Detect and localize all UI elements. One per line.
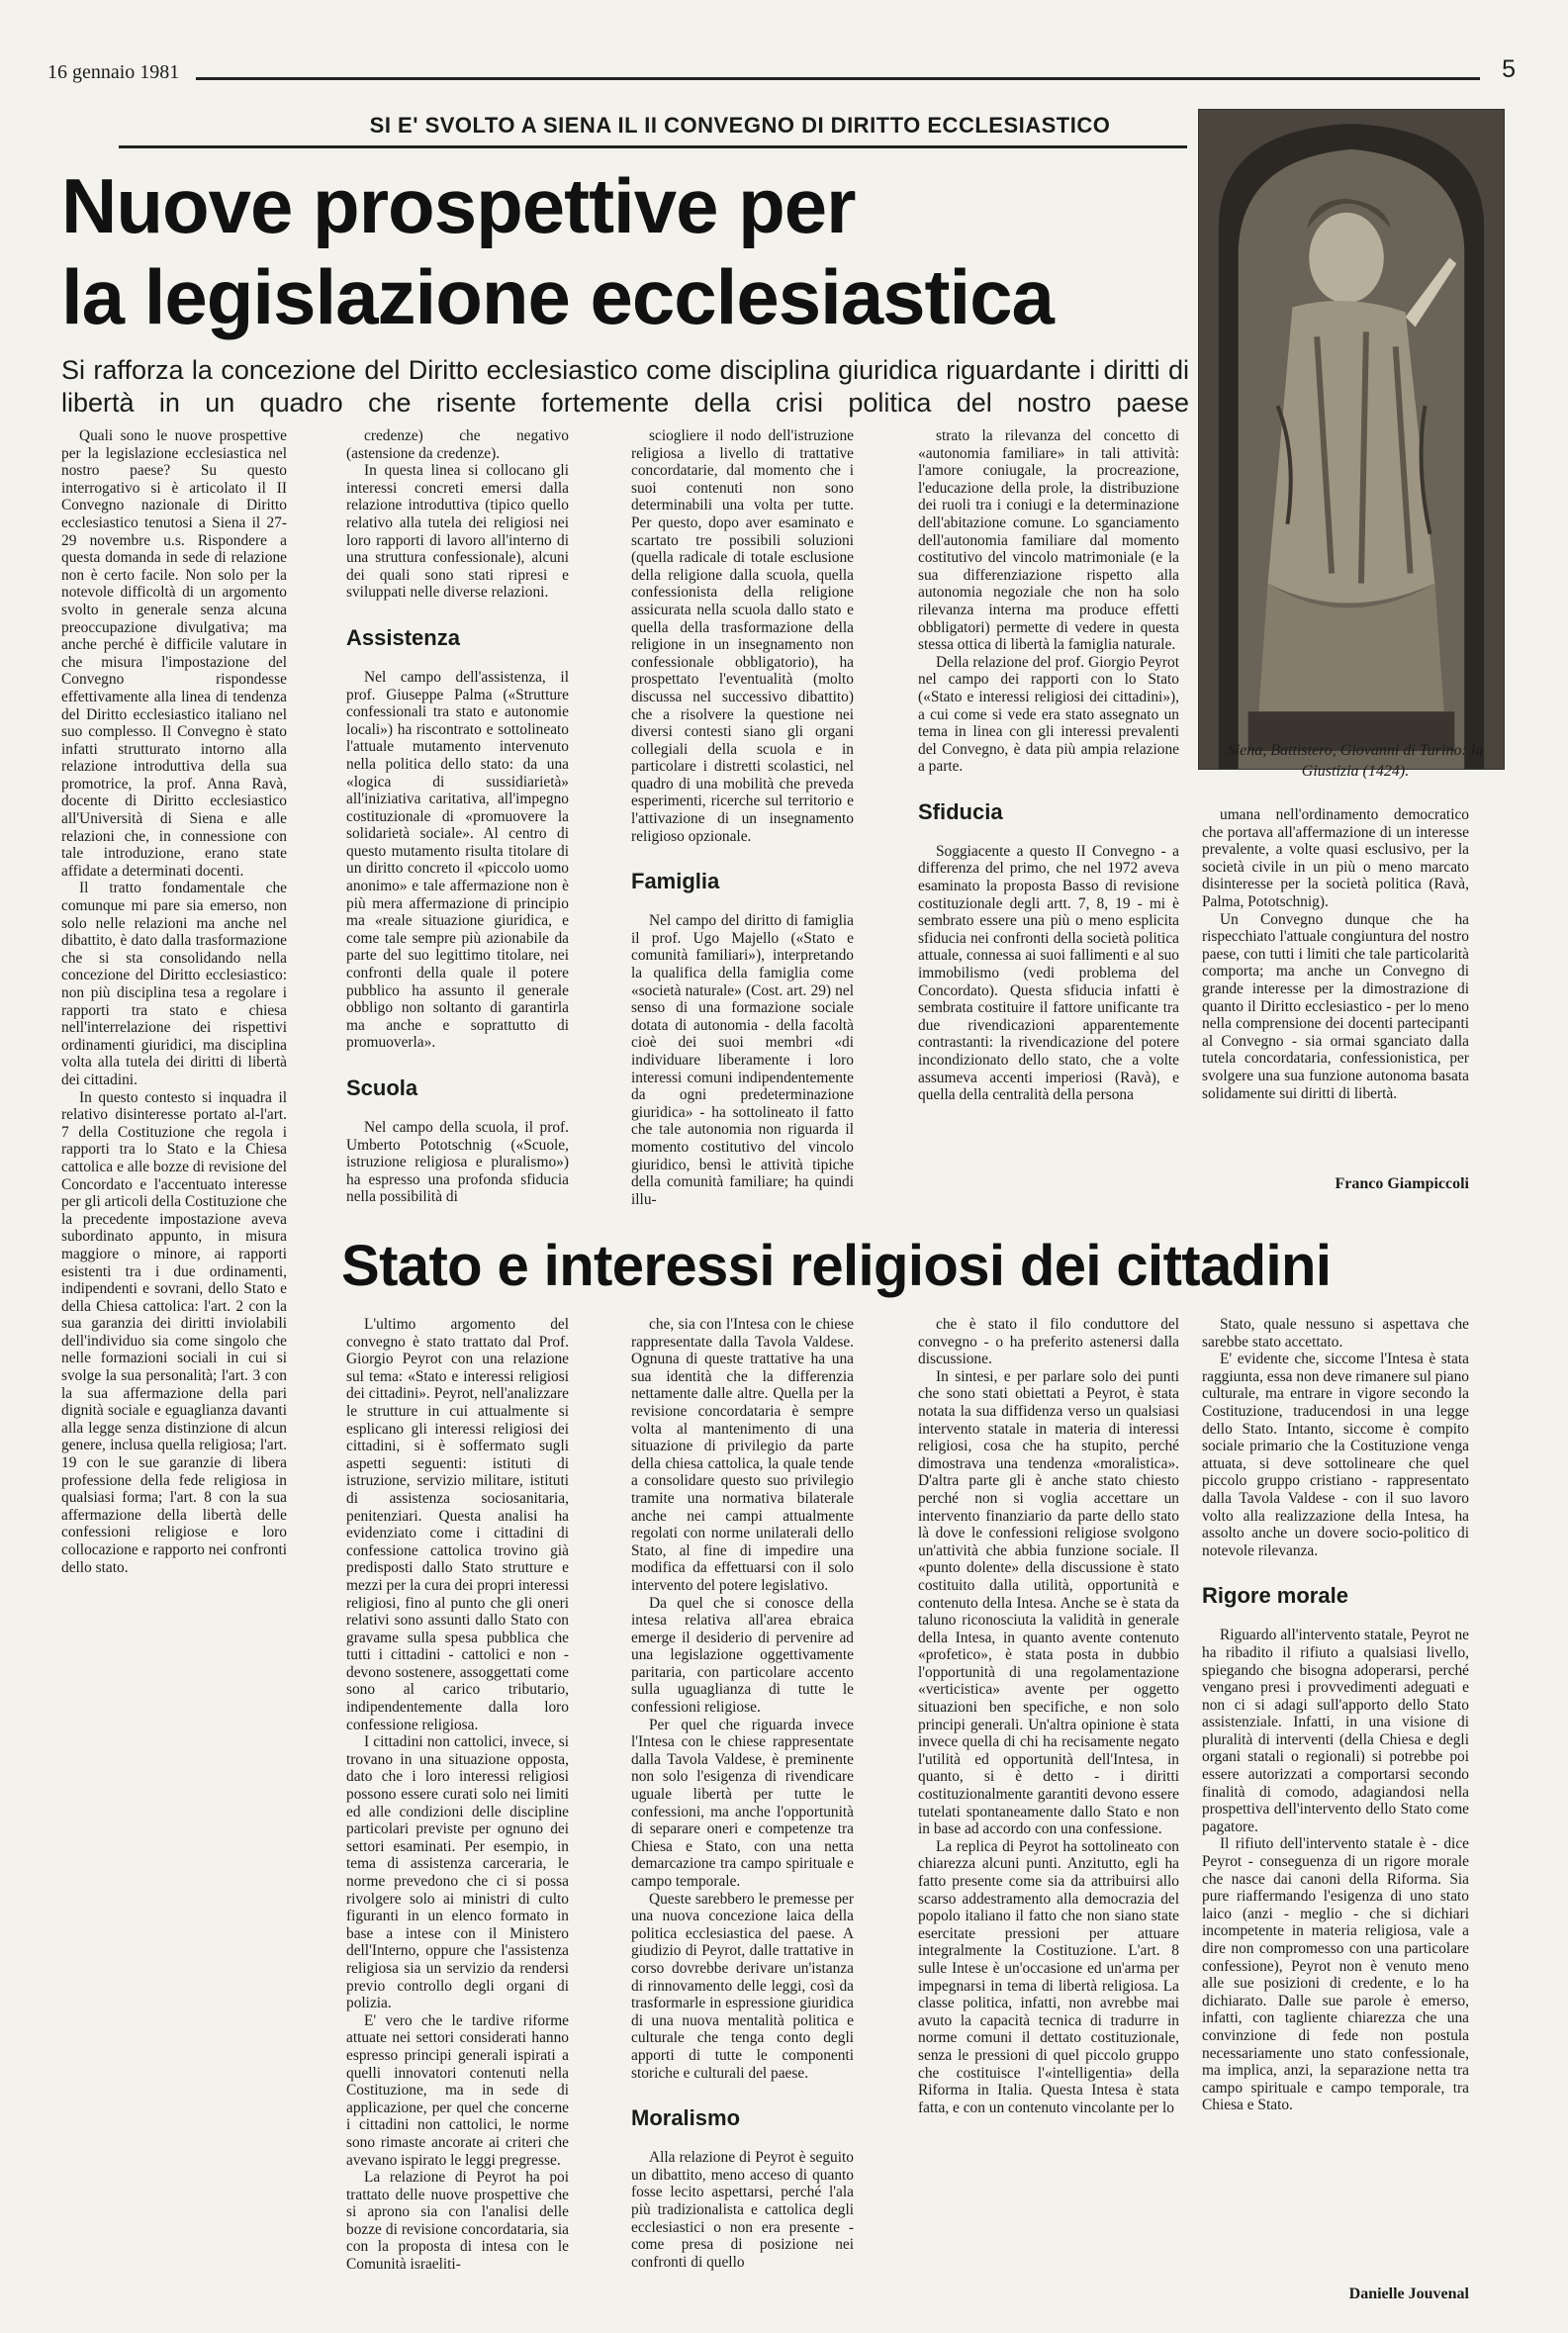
article2-headline: Stato e interessi religiosi dei cittadini bbox=[341, 1234, 1332, 1298]
article2-column-2 bbox=[346, 1316, 569, 2315]
paragraph: umana nell'ordinamento democratico che portava all'affermazione di un interesse prevalente, a volte quasi esclusivo, per la società civile in un più o meno marcato disinteresse per la società politica (Ravà, Palma, Pototschnig). bbox=[1202, 806, 1469, 910]
article1-column-2 bbox=[346, 427, 569, 1206]
paragraph: In questa linea si collocano gli interessi concreti emersi dalla relazione introduttiva (tipico quello relativo alla tutela dei religiosi nei loro rapporti di lavoro all'interno di una struttura confessionale), alcuni dei quali sono stati ripresi e sviluppati nelle diverse relazioni. bbox=[346, 462, 569, 602]
article1-author: Franco Giampiccoli bbox=[1335, 1175, 1469, 1192]
article-deck: Si rafforza la concezione del Diritto ecclesiastico come disciplina giuridica riguardante i diritti di libertà in un quadro che risente fortemente della crisi politica del nostro paese bbox=[61, 355, 1189, 418]
article1-column-5 bbox=[1202, 806, 1469, 1172]
subheading-moralismo: Moralismo bbox=[631, 2105, 741, 2131]
paragraph: Da quel che si conosce della intesa relativa all'area ebraica emerge il desiderio di pervenire ad una legislazione oggettivamente paritaria, con particolare accento sulla uguaglianza di tutte le confessioni religiose. bbox=[631, 1594, 854, 1717]
paragraph: In questo contesto si inquadra il relativo disinteresse portato al-l'art. 7 della Costituzione che regola i rapporti tra lo Stato e la Chiesa cattolica e alle bozze di revisione del Concordato e l'accentuato interesse per gli articoli della Costituzione che la precedente impostazione aveva subordinato appunto, in misura maggiore o minore, ai rapporti esistenti tra i due ordinamenti, indipendenti e sovrani, dello Stato e della Chiesa cattolica: l'art. 2 con la sua garanzia dei diritti inviolabili dell'individuo sia come singolo che nelle formazioni sociali in cui si svolge la sua personalità; l'art. 3 con la sua affermazione della pari dignità sociale e eguaglianza davanti alla legge senza distinzione di alcun genere, inclusa quella religiosa; l'art. 19 con le sue garanzie di libera professione della fede religiosa in qualsiasi forma; l'art. 8 con la sua affermazione della libertà delle confessioni religiose e loro collocazione e rapporto nei confronti dello stato. bbox=[61, 1088, 287, 1576]
paragraph: Quali sono le nuove prospettive per la legislazione ecclesiastica nel nostro paese? Su questo interrogativo si è articolato il II Convegno nazionale di Diritto ecclesiastico tenutosi a Siena il 27-29 novembre u.s. Rispondere a questa domanda in sede di relazione non è certo facile. Non solo per la notevole difficoltà di un argomento svolto in generale senza alcuna preoccupazione divulgativa; ma anche perché è difficile valutare in che misura l'impostazione del Convegno rispondesse effettivamente alla linea di tendenza del Diritto ecclesiastico italiano nel suo complesso. Il Convegno è stato infatti strutturato intorno alla relazione introduttiva della sua promotrice, la prof. Anna Ravà, docente di Diritto ecclesiastico all'Università di Siena e alle relazioni che, in connessione con tale introduzione, erano state affidate a determinati docenti. bbox=[61, 427, 287, 880]
article2-column-4 bbox=[918, 1316, 1179, 2315]
article2-column-5 bbox=[1202, 1316, 1469, 2281]
statue-illustration bbox=[1199, 110, 1504, 769]
paragraph: Soggiacente a questo II Convegno - a differenza del primo, che nel 1972 aveva esaminato la proposta Basso di revisione costituzionale degli artt. 7, 8, 19 - mi è sembrato essere una più o meno esplicita sfiducia nei confronti della società politica attuale, connessa ai suoi fallimenti e al suo immobilismo (vedi problema del Concordato). Questa sfiducia infatti è sembrata costituire il fattore unificante tra due rivendicazioni apparentemente contrastanti: la rivendicazione del potere incondizionato dello stato, che a volte assumeva accenti imperiosi (Ravà), e quella della centralità della persona bbox=[918, 842, 1179, 1104]
issue-date: 16 gennaio 1981 bbox=[47, 61, 180, 83]
paragraph: Un Convegno dunque che ha rispecchiato l'attuale congiuntura del nostro paese, con tutti i limiti che tale particolarità comporta; ma anche un Convegno di grande interesse per la dimostrazione di quanto il Diritto ecclesiastico - per lo meno nella comprensione dei docenti partecipanti al Convegno - sia ormai sganciato dalla tutela concordataria, confessionistica, per svolgere una sua funzione autonoma basata solidamente sui diritti di libertà. bbox=[1202, 910, 1469, 1102]
paragraph: Alla relazione di Peyrot è seguito un dibattito, meno acceso di quanto fosse lecito aspettarsi, perché l'ala più tradizionalista e cattolica degli ecclesiastici o non era presente - come presa di posizione nei confronti di quello bbox=[631, 2149, 854, 2271]
paragraph: I cittadini non cattolici, invece, si trovano in una situazione opposta, dato che i loro interessi religiosi possono essere curati solo nei limiti ed alle condizioni delle discipline particolari previste per ognuno dei settori esaminati. Per esempio, in tema di assistenza carceraria, le norme prevedono che ci si possa rivolgere solo ai ministri di culto figuranti in un elenco formato in base a intese con il Ministero dell'Interno, oppure che l'assistenza religiosa sia un servizio da rendersi previo controllo degli organi di polizia. bbox=[346, 1733, 569, 2012]
subheading-famiglia: Famiglia bbox=[631, 869, 720, 894]
paragraph: La replica di Peyrot ha sottolineato con chiarezza alcuni punti. Anzitutto, egli ha fatto presente come sia da attribuirsi allo scarso addestramento alla democrazia del popolo italiano il fatto che non siano state esercitate pressioni per attuare integralmente la Costituzione. L'art. 8 sulle Intese è un'occasione ed un'arma per impegnarsi in tema di libertà religiosa. La classe politica, infatti, non avrebbe mai avuto la capacità tecnica di tradurre in norme comuni il dettato costituzionale, senza le pressioni di quel piccolo gruppo che costituisce l'«intelligentia» della Riforma in Italia. Questa Intesa è stata fatta, e con un contenuto vincolante per lo bbox=[918, 1837, 1179, 2116]
masthead bbox=[47, 55, 1522, 87]
paragraph: Nel campo del diritto di famiglia il prof. Ugo Majello («Stato e comunità familiari»), interpretando la qualifica della famiglia come «società naturale» (Cost. art. 29) nel senso di una formazione sociale dotata di autonomia - della facoltà cioè dei suoi membri «di individuare liberamente i loro interessi comuni indipendentemente da ogni predeterminazione giuridica» - ha sottolineato il fatto che tale autonomia non riguarda il momento costitutivo del vincolo giuridico, bensì le attività tipiche della comunità familiare; ha quindi illu- bbox=[631, 912, 854, 1208]
article-kicker: SI E' SVOLTO A SIENA IL II CONVEGNO DI DIRITTO ECCLESIASTICO bbox=[369, 113, 1111, 138]
paragraph: Nel campo della scuola, il prof. Umberto Pototschnig («Scuole, istruzione religiosa e pluralismo») ha espresso una profonda sfiducia nella possibilità di bbox=[346, 1119, 569, 1206]
paragraph: Nel campo dell'assistenza, il prof. Giuseppe Palma («Strutture confessionali tra stato e autonomie locali») ha riscontrato e sottolineato l'attuale mutamento intervenuto nella politica dello stato: da una «logica di sussidiarietà» all'iniziativa caritativa, all'impegno costituzionale di «promuovere la solidarietà sociale». Al centro di questo mutamento risulta titolare di un diritto concreto il «piccolo uomo anonimo» e tale affermazione non è più mera affermazione di principio ma «reale situazione giuridica, e come tale sempre più azionabile da parte del suo legittimo titolare, nei confronti della quale il potere pubblico ha assunto il generale obbligo non soltanto di garantirla ma anche e soprattutto di promuoverla». bbox=[346, 668, 569, 1052]
paragraph: Il tratto fondamentale che comunque mi pare sia emerso, non solo nelle relazioni ma anche nel dibattito, è dato dalla trasformazione che si sta consolidando nella concezione del Diritto ecclesiastico: non più disciplina tesa a regolare i rapporti tra stato e chiesa nell'interrelazione dei rispettivi ordinamenti giuridici, ma disciplina volta alla tutela dei diritti di libertà dei cittadini. bbox=[61, 880, 287, 1088]
paragraph: Stato, quale nessuno si aspettava che sarebbe stato accettato. bbox=[1202, 1316, 1469, 1351]
paragraph: Riguardo all'intervento statale, Peyrot ne ha ribadito il rifiuto a qualsiasi livello, spiegando che bisogna adoperarsi, perché vengano presi i provvedimenti adeguati e non ci si adagi sull'apporto dello Stato assistenziale. Infatti, in una visione di pluralità di interventi (della Chiesa e degli organi statali o regionali) si potrebbe poi essere autorizzati a comportarsi secondo finalità di comodo, adagiandosi nella prospettiva dell'intervento dello Stato come pagatore. bbox=[1202, 1627, 1469, 1835]
paragraph: credenze) che negativo (astensione da credenze). bbox=[346, 427, 569, 462]
statue-photo bbox=[1198, 109, 1505, 770]
paragraph: In sintesi, e per parlare solo dei punti che sono stati obiettati a Peyrot, è stata notata la sua diffidenza verso un qualsiasi intervento statale in materia di interessi religiosi, cosa che ha stupito, perché dimostrava una tendenza «moralistica». D'altra parte gli è anche stato chiesto perché non si voglia accettare un intervento finanziario da parte dello stato là dove le confessioni religiose svolgono un'attività che abbia funzione sociale. Il «punto dolente» della discussione è stato costituito dalla utilità, opportunità e contenuto della Intesa. Anche se è stata da taluno riconosciuta la validità in generale della Intesa, in quanto avente contenuto «profetico», è stata posta in dubbio l'opportunità di una regolamentazione «verticistica» avente per oggetto situazioni ben specifiche, e non solo principi generali. Un'altra opinione è stata invece quella di chi ha recisamente negato l'utilità ed opportunità dell'Intesa, in quanto, si è detto - i diritti costituzionalmente garantiti devono essere tutelati spontaneamente dallo Stato e non in base ad accordo con una confessione. bbox=[918, 1367, 1179, 1838]
article1-column-1 bbox=[61, 427, 287, 1576]
headline-line-2: la legislazione ecclesiastica bbox=[61, 253, 1054, 340]
subheading-scuola: Scuola bbox=[346, 1075, 418, 1100]
headline-line-1: Nuove prospettive per bbox=[61, 162, 856, 249]
article-headline bbox=[61, 160, 1179, 342]
paragraph: La relazione di Peyrot ha poi trattato delle nuove prospettive che si aprono sia con l'analisi delle bozze di revisione concordataria, sia con la proposta di intesa con le Comunità israeliti- bbox=[346, 2169, 569, 2274]
article2-column-3 bbox=[631, 1316, 854, 2315]
paragraph: Queste sarebbero le premesse per una nuova concezione laica della politica ecclesiastica del paese. A giudizio di Peyrot, dalle trattative in corso dovrebbe derivare un'istanza di rinnovamento delle leggi, così da trasformarle in espressione giuridica di una nuova mentalità politica e culturale che tenga conto degli apporti di tutte le componenti storiche e culturali del paese. bbox=[631, 1890, 854, 2082]
paragraph: che, sia con l'Intesa con le chiese rappresentate dalla Tavola Valdese. Ognuna di queste trattative ha una sua identità che la differenzia nettamente dalle altre. Quella per la revisione concordataria è sempre volta al mantenimento di una situazione di privilegio da parte della chiesa cattolica, la quale tende a consolidare questo suo privilegio tramite una normativa bilaterale anche nei campi attualmente regolati con norme unilaterali dello Stato, al fine di impedire una modifica da effettuarsi con il solo intervento del potere legislativo. bbox=[631, 1316, 854, 1594]
paragraph: Il rifiuto dell'intervento statale è - dice Peyrot - conseguenza di un rigore morale che nasce dai canoni della Riforma. Sia pure riaffermando l'esigenza di uno stato laico (anzi - meglio - che si dichiari incompetente in materia religiosa, vale a dire non compromesso con una particolare confessione), Peyrot non è venuto meno alle sue posizioni di credente, e lo ha dichiarato. Dalle sue parole è emerso, infatti, con tagliente chiarezza che una convinzione di fede non postula necessariamente uno stato confessionale, ma implica, anzi, la separazione netta tra campo spirituale e campo temporale, tra Chiesa e Stato. bbox=[1202, 1835, 1469, 2114]
paragraph: L'ultimo argomento del convegno è stato trattato dal Prof. Giorgio Peyrot con una relazione sul tema: «Stato e interessi religiosi dei cittadini». Peyrot, nell'analizzare le strutture in cui attualmente si esplicano gli interessi religiosi dei cittadini, si è soffermato sugli aspetti seguenti: istituti di istruzione, servizio militare, istituti di assistenza sociosanitaria, penitenziari. Questa analisi ha evidenziato come i cittadini di confessione cattolica trovino già predisposti dallo Stato strutture e mezzi per la cura dei propri interessi religiosi, fino al punto che gli oneri relativi sono assunti dallo Stato con gravame sulla spesa pubblica che tutti i cittadini - cattolici e non - devono sostenere, assoggettati come sono al carico tributario, indipendentemente dalla loro confessione religiosa. bbox=[346, 1316, 569, 1733]
paragraph: Per quel che riguarda invece l'Intesa con le chiese rappresentate dalla Tavola Valdese, è preminente non solo l'esigenza di rivendicare uguale libertà per tutte le confessioni, ma anche l'opportunità di separare oneri e competenze tra Chiesa e Stato, con una netta demarcazione tra campo spirituale e campo temporale. bbox=[631, 1716, 854, 1890]
subheading-assistenza: Assistenza bbox=[346, 624, 460, 650]
paragraph: strato la rilevanza del concetto di «autonomia familiare» in tali attività: l'amore coniugale, la procreazione, l'educazione della prole, la distribuzione dei ruoli tra i coniugi e la determinazione dell'abitazione comune. Lo sganciamento dell'autonomia familiare dal momento costitutivo del vincolo matrimoniale (e la sua differenziazione rispetto alla autonomia negoziale che non ha solo rilevanza interna ma produce effetti obbligatori) permette di vedere in questa stessa ottica di libertà la famiglia naturale. bbox=[918, 427, 1179, 654]
kicker-rule bbox=[119, 145, 1187, 148]
article2-author: Danielle Jouvenal bbox=[1348, 2286, 1469, 2302]
page-number: 5 bbox=[1502, 55, 1516, 83]
masthead-rule bbox=[196, 77, 1480, 80]
article1-column-3 bbox=[631, 427, 854, 1208]
article1-column-4 bbox=[918, 427, 1179, 1199]
subheading-sfiducia: Sfiducia bbox=[918, 798, 1003, 824]
paragraph: che è stato il filo conduttore del convegno - o ha preferito astenersi dalla discussione. bbox=[918, 1316, 1179, 1368]
paragraph: Della relazione del prof. Giorgio Peyrot nel campo dei rapporti con lo Stato («Stato e interessi religiosi dei cittadini»), a cui come si vede era stato assegnato un tema in linea con gli interessi prevalenti del Convegno, è data più ampia relazione a parte. bbox=[918, 653, 1179, 776]
paragraph: E' evidente che, siccome l'Intesa è stata raggiunta, essa non deve rimanere sul piano culturale, ma entrare in vigore secondo la Costituzione, traducendosi in una legge dello Stato. Intanto, siccome è compito sociale primario che la Costituzione venga attuata, si deve sottolineare che quel piccolo gruppo cristiano - rappresentato dalla Tavola Valdese - con il suo lavoro volto alla realizzazione della Intesa, ha assolto anche un dovere socio-politico di notevole rilevanza. bbox=[1202, 1351, 1469, 1559]
photo-caption: Siena, Battistero, Giovanni di Turino: la Giustizia (1424). bbox=[1227, 742, 1484, 780]
paragraph: E' vero che le tardive riforme attuate nei settori considerati hanno espresso principi generali ispirati a quelli innovatori contenuti nella Costituzione, ma in sede di applicazione, per quel che concerne i cittadini non cattolici, le norme sono rimaste ancorate ai criteri che avevano ispirato le leggi pregresse. bbox=[346, 2011, 569, 2169]
subheading-rigore-morale: Rigore morale bbox=[1202, 1583, 1348, 1609]
paragraph: sciogliere il nodo dell'istruzione religiosa a livello di trattative concordatarie, dal momento che i suoi contenuti non sono determinabili una volta per tutte. Per questo, dopo aver esaminato e scartato tre possibili soluzioni (quella radicale di totale esclusione della religione dalla scuola, quella confessionista della religione assicurata nella scuola dallo stato e quella della trasformazione della religione in un insegnamento non confessionale obbligatorio), ha prospettato l'eventualità (molto discussa nel successivo dibattito) che a risolvere la questione nei diversi contesti siano gli organi collegiali della scuola e in particolare i distretti scolastici, nel quadro di una mobilità che preveda esperimenti, ricerche sul territorio e l'attivazione di un insegnamento religioso opzionale. bbox=[631, 427, 854, 845]
